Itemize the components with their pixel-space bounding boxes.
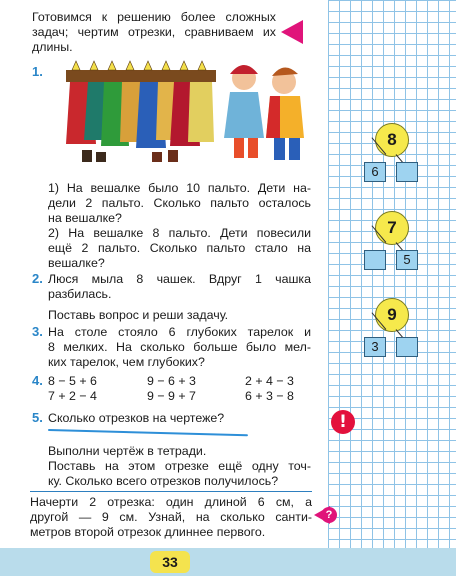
tree-part-right: 5 [396, 250, 418, 270]
task-5-number: 5. [32, 410, 43, 425]
intro-line-1: Готовимся к решению более сложных [32, 10, 276, 24]
task-3-line-3: ких тарелок, чем глубоких? [48, 355, 205, 369]
task-2-text [48, 272, 311, 323]
tree-total: 9 [375, 298, 409, 332]
task-1-p2-line-2: ещё 2 пальто. Сколько пальто стало на [48, 241, 311, 255]
intro-text [32, 10, 276, 55]
task-1-p1-line-3: на вешалке? [48, 211, 122, 225]
task-4-number: 4. [32, 373, 43, 388]
tree-part-right [396, 162, 418, 182]
task-2-line-3: Поставь вопрос и реши задачу. [48, 308, 229, 322]
task-3-number: 3. [32, 324, 43, 339]
task-4-expression: 9 − 9 + 7 [147, 389, 196, 403]
task-1-p2-line-1: 2) На вешалке 8 пальто. Дети повесили [48, 226, 311, 240]
task-2-line-1: Люся мыла 8 чашек. Вдруг 1 чашка [48, 272, 311, 286]
tree-part-right [396, 337, 418, 357]
task-2-line-2: разбилась. [48, 287, 112, 301]
bonus-line-3: метров второй отрезок длиннее первого. [30, 525, 266, 539]
task-2-number: 2. [32, 271, 43, 286]
task-4-expression: 7 + 2 − 4 [48, 389, 97, 403]
task-4-row-1 [48, 374, 318, 390]
task-1-p1-line-1: 1) На вешалке было 10 пальто. Дети на- [48, 181, 311, 195]
task-4-expression: 9 − 6 + 3 [147, 374, 196, 388]
task-4-expression: 8 − 5 + 6 [48, 374, 97, 388]
task-1-p2-line-3: вешалке? [48, 256, 105, 270]
task-3-text [48, 325, 311, 370]
bonus-divider [30, 491, 312, 492]
task-4-expression: 6 + 3 − 8 [245, 389, 294, 403]
warning-icon: ! [331, 410, 355, 434]
tree-part-left [364, 250, 386, 270]
coat-rack-illustration [56, 58, 316, 174]
tree-part-left: 6 [364, 162, 386, 182]
task-4-row-2 [48, 389, 318, 405]
task-5-question: Сколько отрезков на чертеже? [48, 411, 225, 425]
task-5-line-2: Поставь на этом отрезке ещё одну точ- [48, 459, 311, 473]
tree-total: 7 [375, 211, 409, 245]
bonus-task-text [30, 495, 312, 540]
task-5-instructions [48, 444, 311, 489]
task-1-number: 1. [32, 64, 43, 79]
question-icon: ? [321, 507, 337, 523]
task-1-p1-line-2: дели 2 пальто. Сколько пальто осталось [48, 196, 311, 210]
task-5-line-3: ку. Сколько всего отрезков получилось? [48, 474, 279, 488]
intro-line-3: длины. [32, 40, 73, 54]
page-number: 33 [150, 551, 190, 573]
bonus-line-2: другой — 9 см. Узнай, на сколько санти- [30, 510, 312, 524]
task-5-line-1: Выполни чертёж в тетради. [48, 444, 207, 458]
tree-total: 8 [375, 123, 409, 157]
intro-line-2: задач; чертим отрезки, сравниваем их [32, 25, 276, 39]
task-1-part-2 [48, 226, 311, 271]
tree-part-left: 3 [364, 337, 386, 357]
grid-margin [328, 0, 456, 576]
intro-arrow-icon [281, 20, 303, 44]
task-3-line-1: На столе стояло 6 глубоких тарелок и [48, 325, 311, 339]
task-1-part-1 [48, 181, 311, 226]
bonus-line-1: Начерти 2 отрезка: один длиной 6 см, а [30, 495, 312, 509]
footer-strip [0, 548, 456, 576]
task-4-expression: 2 + 4 − 3 [245, 374, 294, 388]
task-3-line-2: 8 мелких. На сколько больше было мел- [48, 340, 311, 354]
